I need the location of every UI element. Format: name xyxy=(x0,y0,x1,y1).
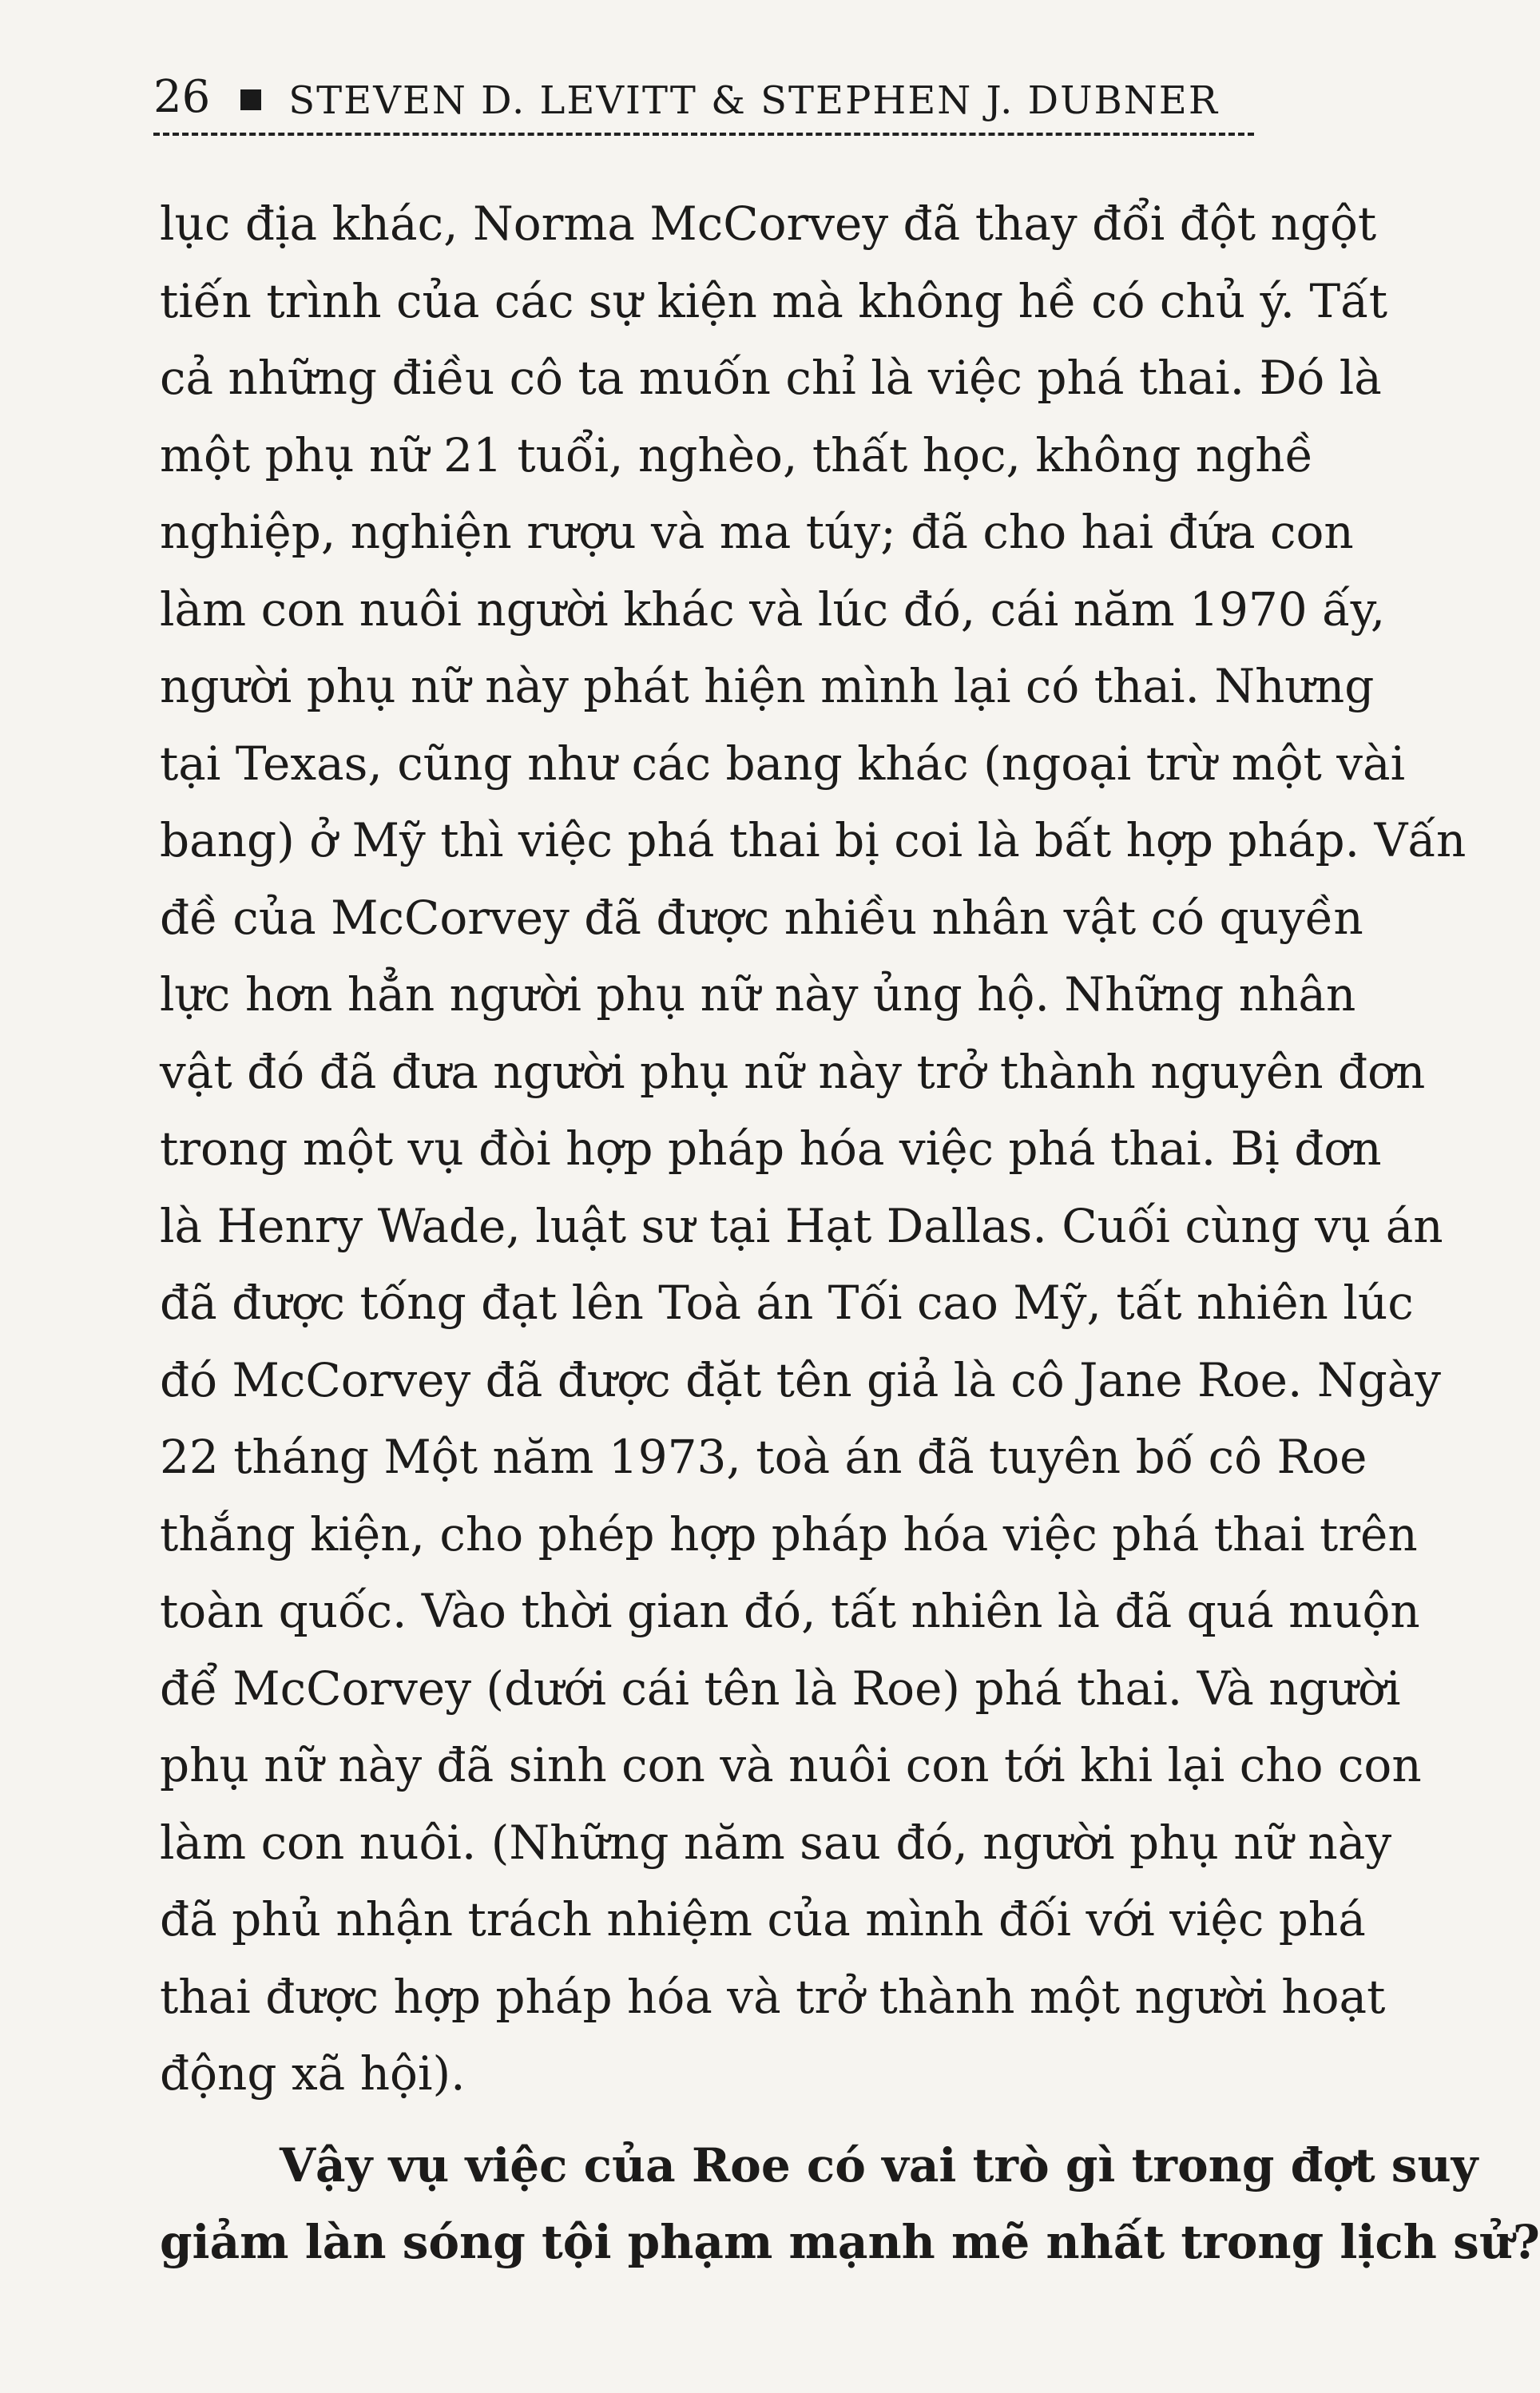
text-line: lực hơn hẳn người phụ nữ này ủng hộ. Những nhân xyxy=(160,967,1356,1022)
text-line: toàn quốc. Vào thời gian đó, tất nhiên là đã quá muộn xyxy=(160,1584,1420,1638)
text-line: tại Texas, cũng như các bang khác (ngoại trừ một vài xyxy=(160,736,1406,791)
text-line: là Henry Wade, luật sư tại Hạt Dallas. Cuối cùng vụ án xyxy=(160,1198,1443,1253)
page-number: 26 xyxy=(153,71,211,123)
text-line: lục địa khác, Norma McCorvey đã thay đổi đột ngột xyxy=(160,196,1377,251)
paragraph-gap xyxy=(160,2113,1258,2127)
text-line: một phụ nữ 21 tuổi, nghèo, thất học, không nghề xyxy=(160,427,1314,482)
text-line: vật đó đã đưa người phụ nữ này trở thành nguyên đơn xyxy=(160,1044,1426,1099)
body-text xyxy=(160,185,1540,2281)
text-line: giảm làn sóng tội phạm mạnh mẽ nhất trong lịch sử? xyxy=(160,2215,1540,2269)
text-line: thắng kiện, cho phép hợp pháp hóa việc phá thai trên xyxy=(160,1506,1418,1562)
text-line: đó McCorvey đã được đặt tên giả là cô Jane Roe. Ngày xyxy=(160,1352,1442,1407)
text-line: phụ nữ này đã sinh con và nuôi con tới khi lại cho con xyxy=(160,1738,1422,1792)
text-line: đã được tống đạt lên Toà án Tối cao Mỹ, tất nhiên lúc xyxy=(160,1276,1414,1330)
text-line: động xã hội). xyxy=(160,2046,466,2101)
text-line: làm con nuôi. (Những năm sau đó, người phụ nữ này xyxy=(160,1815,1392,1870)
text-line: thai được hợp pháp hóa và trở thành một người hoạt xyxy=(160,1969,1386,2024)
running-title: STEVEN D. LEVITT & STEPHEN J. DUBNER xyxy=(288,78,1219,123)
text-line: đề của McCorvey đã được nhiều nhân vật có quyền xyxy=(160,890,1363,945)
square-bullet-icon xyxy=(240,89,261,110)
text-line: 22 tháng Một năm 1973, toà án đã tuyên bố cô Roe xyxy=(160,1430,1367,1484)
text-line: trong một vụ đòi hợp pháp hóa việc phá thai. Bị đơn xyxy=(160,1121,1382,1176)
text-line: Vậy vụ việc của Roe có vai trò gì trong đợt suy xyxy=(280,2137,1478,2193)
text-line: để McCorvey (dưới cái tên là Roe) phá thai. Và người xyxy=(160,1661,1401,1716)
text-line: đã phủ nhận trách nhiệm của mình đối với việc phá xyxy=(160,1892,1366,1947)
page-header xyxy=(153,32,1256,123)
text-line: người phụ nữ này phát hiện mình lại có thai. Nhưng xyxy=(160,659,1375,713)
text-line: nghiệp, nghiện rượu và ma túy; đã cho hai đứa con xyxy=(160,505,1354,559)
text-line: cả những điều cô ta muốn chỉ là việc phá thai. Đó là xyxy=(160,351,1382,405)
paragraph-1 xyxy=(160,185,1467,2113)
text-line: tiến trình của các sự kiện mà không hề có chủ ý. Tất xyxy=(160,273,1388,328)
paragraph-2 xyxy=(160,2127,1540,2281)
text-line: bang) ở Mỹ thì việc phá thai bị coi là bất hợp pháp. Vấn xyxy=(160,813,1467,867)
header-divider xyxy=(153,133,1254,136)
text-line: làm con nuôi người khác và lúc đó, cái năm 1970 ấy, xyxy=(160,581,1386,637)
